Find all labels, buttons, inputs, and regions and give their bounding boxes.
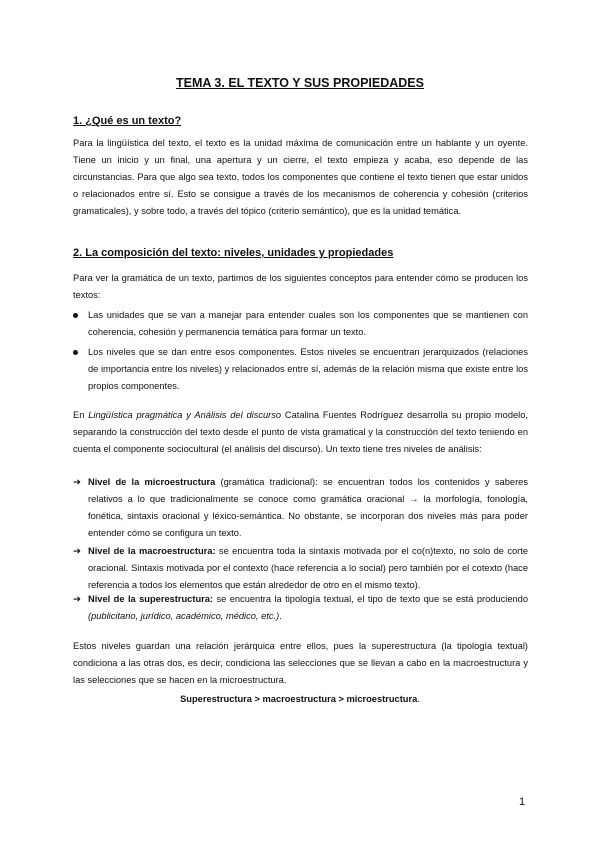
closing-paragraph: Estos niveles guardan una relación jerárquica entre ellos, pues la superestructura (la tipología textual) condiciona a las otras dos, es decir, condiciona las selecciones que se llevan a cabo en la macroestructura y las selecciones que se hacen en la microestructura.	[73, 641, 528, 685]
level-term: Nivel de la superestructura:	[88, 594, 214, 604]
level-text: (gramática tradicional): se encuentran todos los contenidos y saberes relativos a lo que tradicionalmente se conoce como gramática oracional → la morfología, fonología, fonética, sintaxis oracional y léxico-semántica. No obstante, se incorporan dos niveles más para poder entender cómo se configura un texto.	[88, 477, 528, 538]
level-term: Nivel de la microestructura	[88, 477, 216, 487]
hierarchy-line	[0, 694, 600, 704]
level-text-end: .	[279, 611, 282, 621]
page-number: 1	[519, 796, 526, 808]
section-2-heading: 2. La composición del texto: niveles, unidades y propiedades	[73, 247, 394, 259]
section-2-intro: Para ver la gramática de un texto, partimos de los siguientes conceptos para entender cómo se producen los textos:	[73, 273, 528, 300]
bullet-dot-icon	[73, 313, 78, 318]
section-1-heading: 1. ¿Qué es un texto?	[73, 115, 182, 127]
level-item-super	[73, 591, 528, 625]
bullet-text: Los niveles que se dan entre esos componentes. Estos niveles se encuentran jerarquizados (relaciones de importancia entre los niveles) y relacionados entre sí, además de la relación misma que existe entre los propios componentes.	[88, 347, 528, 391]
bullet-text: Las unidades que se van a manejar para entender cuales son los componentes que se mantienen con coherencia, cohesión y permanencia temática para formar un texto.	[88, 310, 528, 337]
model-prefix: En	[73, 410, 89, 420]
model-paragraph	[73, 407, 528, 458]
arrow-right-icon: ➔	[73, 594, 81, 604]
level-term: Nivel de la macroestructura:	[88, 546, 216, 556]
level-item-micro	[73, 474, 528, 542]
section-1-paragraph: Para la lingüística del texto, el texto es la unidad máxima de comunicación entre un hablante y un oyente. Tiene un inicio y un final, una apertura y un cierre, el texto empieza y acaba, eso depende de las circunstancias. Para que algo sea texto, todos los componentes que contiene el texto tienen que estar unidos o relacionados entre sí. Esto se consigue a través de los mecanismos de coherencia y cohesión (criterios gramaticales), y sobre todo, a través del tópico (criterio semántico), que es la unidad temática.	[73, 138, 528, 216]
hierarchy-bold: Superestructura > macroestructura > microestructura	[180, 694, 418, 704]
page-title: TEMA 3. EL TEXTO Y SUS PROPIEDADES	[176, 76, 424, 90]
bullet-item	[73, 307, 528, 341]
arrow-right-icon: ➔	[73, 546, 81, 556]
model-text: Catalina Fuentes Rodríguez desarrolla su propio modelo, separando la construcción del texto desde el punto de vista gramatical y la construcción del texto teniendo en cuenta el componente sociocultural (el análisis del discurso). Un texto tiene tres niveles de análisis:	[73, 410, 528, 454]
bullet-dot-icon	[73, 350, 78, 355]
level-text: se encuentra la tipología textual, el tipo de texto que se está produciendo	[213, 594, 529, 604]
level-item-macro	[73, 543, 528, 594]
hierarchy-end: .	[417, 694, 420, 704]
bullet-item	[73, 344, 528, 395]
text-types: (publicitario, jurídico, académico, médico, etc.)	[88, 611, 280, 621]
arrow-right-icon: ➔	[73, 477, 81, 487]
book-title: Lingüística pragmática y Análisis del discurso	[88, 410, 282, 420]
level-text: se encuentra toda la sintaxis motivada por el co(n)texto, no solo de corte oracional. Sintaxis motivada por el contexto (hace referencia a lo social) pero también por el cotexto (hace referencia a todos los elementos que están alrededor de otro en el mismo texto).	[88, 546, 528, 590]
